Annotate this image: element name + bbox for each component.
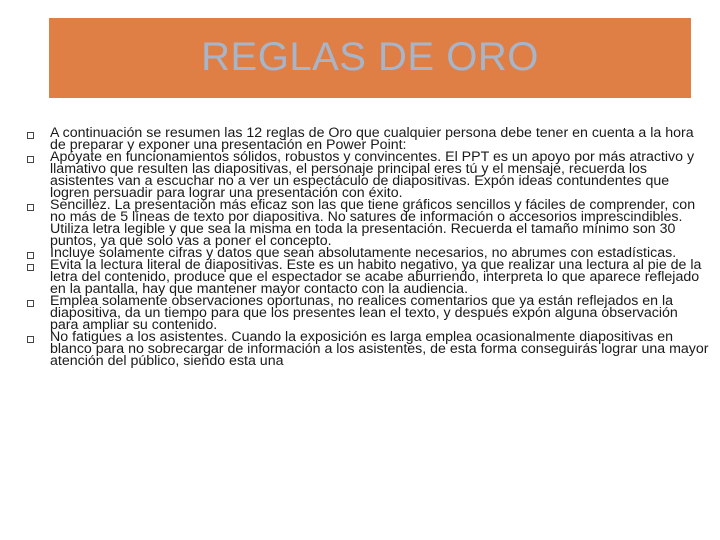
bullet-item bbox=[24, 151, 710, 199]
square-bullet-icon bbox=[27, 132, 34, 139]
bullet-text: Apóyate en funcionamientos sólidos, robustos y convincentes. El PPT es un apoyo por más atractivo y llamativo que resulten las diapositivas, el personaje principal eres tú y el mensaje, recuerda los asistentes van a escuchar no a ver un espectáculo de diapositivas. Expón ideas contundentes que logren persuadir para lograr una presentación con éxito. bbox=[50, 149, 695, 201]
bullet-item bbox=[24, 295, 710, 331]
bullet-text: A continuación se resumen las 12 reglas de Oro que cualquier persona debe tener en cuenta a la hora de preparar y exponer una presentación en Power Point: bbox=[50, 125, 694, 153]
bullet-item bbox=[24, 259, 710, 295]
bullet-text: Evita la lectura literal de diapositivas. Este es un habito negativo, ya que realizar una lectura al pie de la letra del contenido, produce que el espectador se acabe aburriendo, interpreta lo que aparece reflejado en la pantalla, hay que mantener mayor contacto con la audiencia. bbox=[50, 257, 702, 297]
bullet-text: Emplea solamente observaciones oportunas, no realices comentarios que ya están reflejados en la diapositiva, da un tiempo para que los presentes lean el texto, y después expón alguna observación para ampliar su contenido. bbox=[50, 293, 678, 333]
slide-title-banner bbox=[49, 18, 691, 98]
square-bullet-icon bbox=[27, 264, 34, 271]
bullet-item bbox=[24, 127, 710, 151]
square-bullet-icon bbox=[27, 252, 34, 259]
bullet-text: No fatigues a los asistentes. Cuando la exposición es larga emplea ocasionalmente diapositivas en blanco para no sobrecargar de información a los asistentes, de esta forma conseguirás lograr una mayor atención del público, siendo esta una bbox=[50, 329, 709, 369]
square-bullet-icon bbox=[27, 204, 34, 211]
square-bullet-icon bbox=[27, 156, 34, 163]
bullet-item bbox=[24, 199, 710, 247]
square-bullet-icon bbox=[27, 300, 34, 307]
square-bullet-icon bbox=[27, 336, 34, 343]
bullet-item bbox=[24, 331, 710, 367]
bullet-list bbox=[24, 127, 710, 367]
slide-title: REGLAS DE ORO bbox=[201, 34, 539, 79]
bullet-text: Incluye solamente cifras y datos que sean absolutamente necesarios, no abrumes con estadísticas. bbox=[50, 245, 677, 261]
bullet-text: Sencillez. La presentación más eficaz son las que tiene gráficos sencillos y fáciles de comprender, con no más de 5 líneas de texto por diapositiva. No satures de información o accesorios imprescindibles. Utiliza letra legible y que sea la misma en toda la presentación. Recuerda el tamaño mínimo son 30 puntos, ya que solo vas a poner el concepto. bbox=[50, 197, 696, 249]
